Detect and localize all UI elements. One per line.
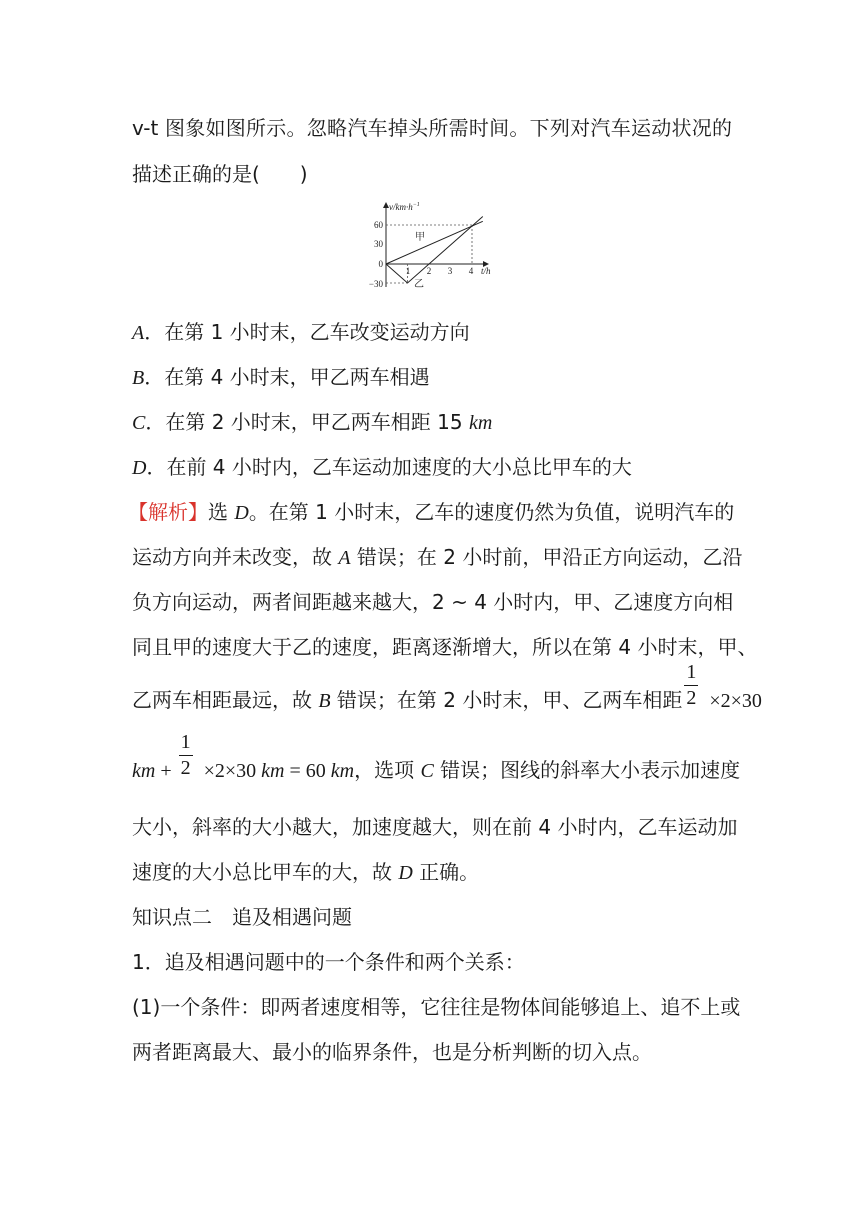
x-tick-2: 2: [426, 266, 432, 276]
analysis-tag: 【解析】: [128, 500, 208, 524]
option-b: B．在第 4 小时末，甲乙两车相遇: [132, 365, 430, 389]
x-tick-1: 1: [405, 266, 411, 276]
analysis-line-1: 【解析】选 D。在第 1 小时末，乙车的速度仍然为负值，说明汽车的: [128, 500, 735, 524]
analysis-line-8: 速度的大小总比甲车的大，故 D 正确。: [132, 860, 480, 884]
question-line-2: 描述正确的是( ): [132, 162, 308, 186]
series-line-jia: [386, 221, 483, 264]
x-tick-4: 4: [468, 266, 474, 276]
section-paragraph-3: 两者距离最大、最小的临界条件，也是分析判断的切入点。: [132, 1040, 652, 1064]
fraction-one-half: $\frac{1}{2}$: [686, 660, 697, 709]
y-tick-neg30: −30: [368, 279, 383, 289]
fraction-one-half-2: $\frac{1}{2}$: [180, 730, 191, 779]
y-tick-60: 60: [374, 220, 383, 230]
analysis-line-6: km + $\frac{1}{2}$ ×2×30 km = 60 km，选项 C 错误；图线的斜率大小表示加速度: [132, 756, 732, 786]
option-c: C．在第 2 小时末，甲乙两车相距 15 km: [132, 410, 493, 434]
x-axis-label: t/h: [481, 266, 491, 276]
analysis-line-3: 负方向运动，两者间距越来越大，2 ~ 4 小时内，甲、乙速度方向相: [132, 590, 734, 614]
vt-graph: [358, 199, 498, 291]
analysis-line-7: 大小，斜率的大小越大，加速度越大，则在前 4 小时内，乙车运动加: [132, 815, 738, 839]
analysis-line-2: 运动方向并未改变，故 A 错误；在 2 小时前，甲沿正方向运动，乙沿: [132, 545, 743, 569]
x-tick-3: 3: [447, 266, 453, 276]
y-axis-label: $v/km\cdot h^{-1}$: [389, 202, 420, 212]
section-paragraph-1: 1．追及相遇问题中的一个条件和两个关系：: [132, 950, 525, 974]
option-a: A．在第 1 小时末，乙车改变运动方向: [132, 320, 470, 344]
series-label-yi: 乙: [414, 279, 424, 290]
y-tick-30: 30: [374, 239, 383, 249]
option-d: D．在前 4 小时内，乙车运动加速度的大小总比甲车的大: [132, 455, 632, 479]
origin-label: 0: [378, 259, 383, 269]
analysis-line-5: 乙两车相距最远，故 B 错误；在第 2 小时末，甲、乙两车相距 $\frac{1}{2}$ ×2×30: [132, 686, 732, 716]
section-paragraph-2: (1)一个条件：即两者速度相等，它往往是物体间能够追上、追不上或: [132, 995, 741, 1019]
analysis-line-4: 同且甲的速度大于乙的速度，距离逐渐增大，所以在第 4 小时末，甲、: [132, 635, 758, 659]
series-label-jia: 甲: [415, 232, 425, 243]
question-line-1: v-t 图象如图所示。忽略汽车掉头所需时间。下列对汽车运动状况的: [132, 116, 732, 140]
section-heading: 知识点二 追及相遇问题: [132, 905, 352, 929]
